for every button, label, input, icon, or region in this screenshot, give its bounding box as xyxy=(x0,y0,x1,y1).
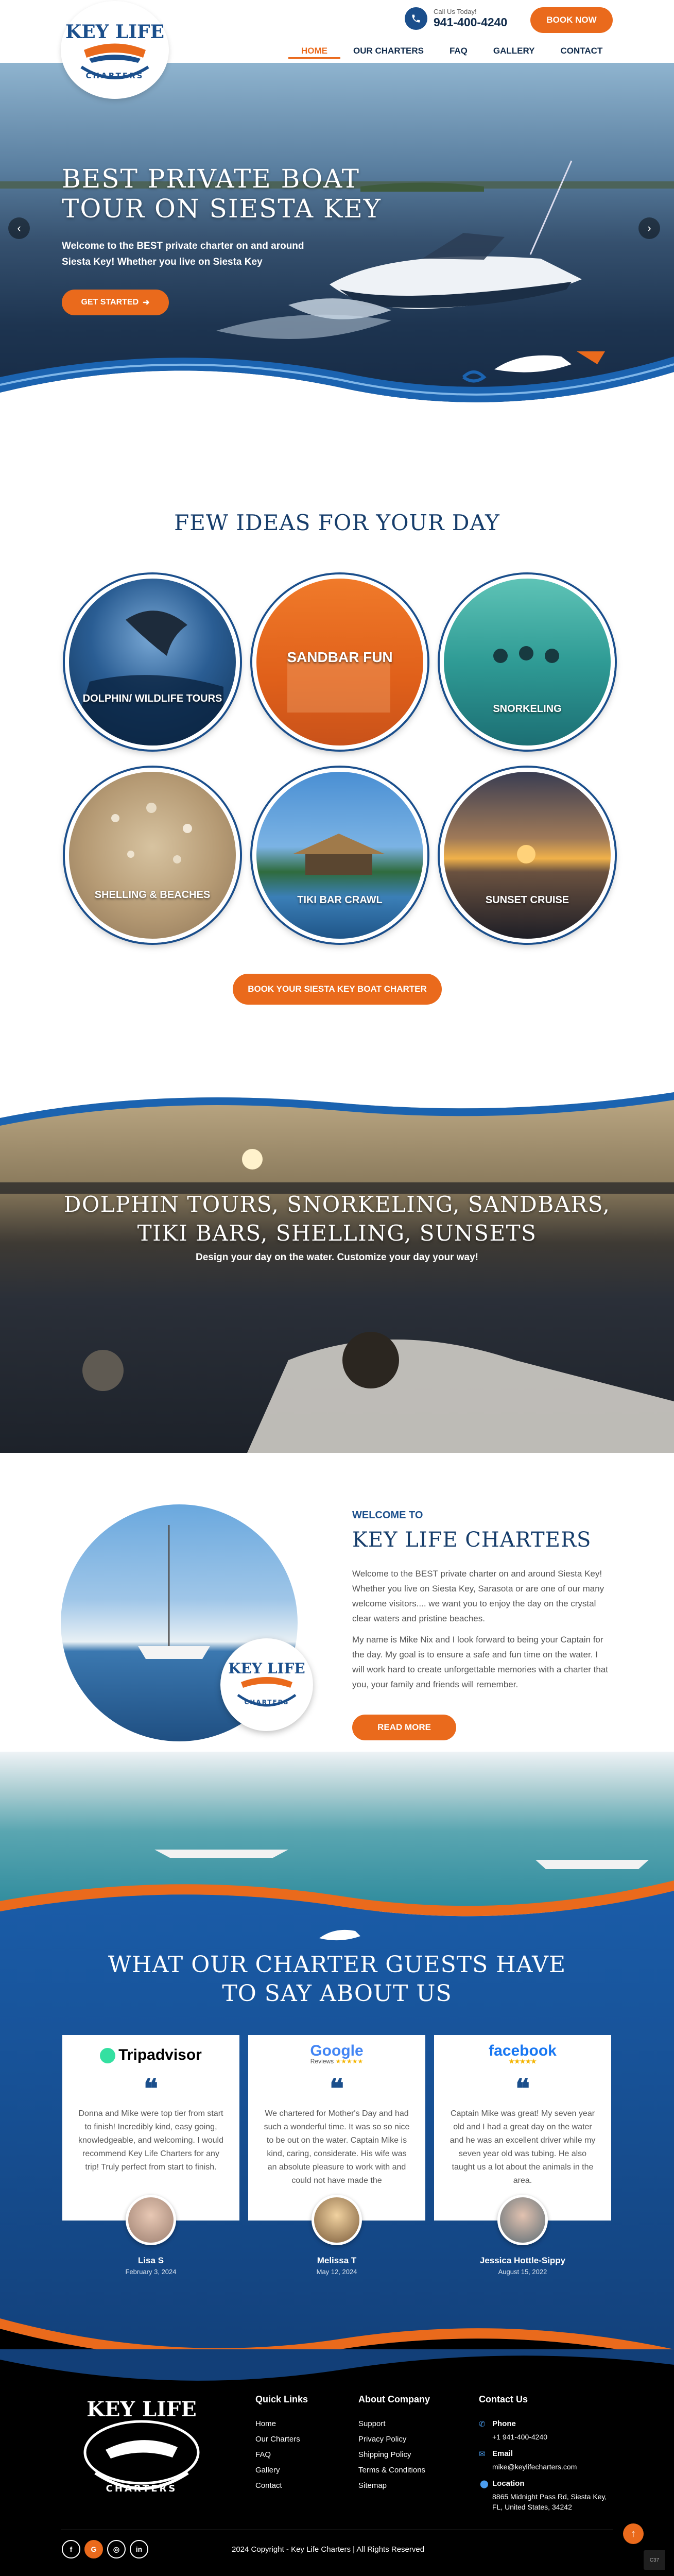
quick-links-title: Quick Links xyxy=(255,2394,308,2404)
idea-label: SUNSET CRUISE xyxy=(485,894,569,906)
footer-link-terms[interactable]: Terms & Conditions xyxy=(358,2466,426,2475)
banner-title-line2: TIKI BARS, SHELLING, SUNSETS xyxy=(137,1221,537,1246)
call-us-box[interactable] xyxy=(405,7,507,30)
footer-link-privacy[interactable]: Privacy Policy xyxy=(358,2435,407,2444)
idea-label: SNORKELING xyxy=(493,703,562,715)
idea-shelling-beaches[interactable] xyxy=(65,768,240,943)
nav-our-charters[interactable]: OUR CHARTERS xyxy=(353,46,424,56)
idea-sandbar-fun[interactable] xyxy=(252,574,427,750)
quote-icon: ❝ xyxy=(515,2073,530,2105)
read-more-button[interactable]: READ MORE xyxy=(352,1715,456,1740)
footer-email[interactable]: mike@keylifecharters.com xyxy=(492,2463,577,2471)
about-title: KEY LIFE CHARTERS xyxy=(352,1528,592,1552)
nav-faq[interactable]: FAQ xyxy=(449,46,468,56)
footer-logo[interactable] xyxy=(77,2391,206,2504)
footer-link-sitemap[interactable]: Sitemap xyxy=(358,2481,387,2490)
footer-link-shipping[interactable]: Shipping Policy xyxy=(358,2450,411,2459)
testimonials-title xyxy=(0,1951,674,2008)
contact-us-title: Contact Us xyxy=(479,2394,528,2404)
testimonial-card xyxy=(62,2035,239,2221)
instagram-icon[interactable]: ◎ xyxy=(107,2540,126,2558)
site-logo[interactable] xyxy=(61,1,169,99)
rating-stars: ★★★★★ xyxy=(509,2058,537,2065)
dolphin-image xyxy=(69,579,236,745)
book-charter-button[interactable]: BOOK YOUR SIESTA KEY BOAT CHARTER xyxy=(233,974,442,1005)
testimonials-title-line1: WHAT OUR CHARTER GUESTS HAVE xyxy=(108,1952,566,1978)
quote-icon: ❝ xyxy=(144,2073,158,2105)
phone-label: Phone xyxy=(492,2419,516,2428)
about-paragraph-2: My name is Mike Nix and I look forward to being your Captain for the day. My goal is to ensure a safe and fun time on the water. I will work hard to create unforgettable memories with a charter that you, your family and friends will remember. xyxy=(352,1635,609,1689)
location-label: Location xyxy=(492,2479,525,2488)
banner-subtitle: Design your day on the water. Customize your day your way! xyxy=(195,1252,478,1263)
banner-title-line1: DOLPHIN TOURS, SNORKELING, SANDBARS, xyxy=(63,1192,611,1217)
testimonial-text: We chartered for Mother's Day and had such a wonderful time. It was so so nice to be out on the water. Captain Mike is kind, caring, considerate. His wife was an absolute pleasure to work with and could not have made the xyxy=(264,2109,410,2185)
get-started-label: GET STARTED xyxy=(81,298,139,307)
nav-gallery[interactable]: GALLERY xyxy=(493,46,535,56)
nav-home[interactable]: HOME xyxy=(288,43,340,59)
testimonial-card xyxy=(248,2035,425,2221)
footer-link-faq[interactable]: FAQ xyxy=(255,2450,271,2459)
tripadvisor-owl-icon xyxy=(100,2048,115,2063)
google-icon[interactable]: G xyxy=(84,2540,103,2558)
footer-link-home[interactable]: Home xyxy=(255,2419,276,2428)
hero-title-line1: BEST PRIVATE BOAT xyxy=(62,164,360,194)
main-nav xyxy=(288,43,615,59)
avatar xyxy=(497,2195,548,2245)
back-to-top-button[interactable]: ↑ xyxy=(623,2523,644,2544)
avatar xyxy=(312,2195,362,2245)
idea-label: TIKI BAR CRAWL xyxy=(297,894,383,906)
shells-image xyxy=(69,772,236,939)
reviewer-name: Jessica Hottle-Sippy xyxy=(479,2256,566,2265)
nav-contact[interactable]: CONTACT xyxy=(560,46,603,56)
arrow-right-circle-icon: ➜ xyxy=(143,298,150,307)
idea-label: SANDBAR FUN xyxy=(287,649,393,665)
hero-title-line2: TOUR ON SIESTA KEY xyxy=(62,194,382,224)
phone-icon: ✆ xyxy=(479,2420,486,2429)
avatar xyxy=(126,2195,176,2245)
footer-link-gallery[interactable]: Gallery xyxy=(255,2466,280,2475)
call-label: Call Us Today! xyxy=(434,8,477,15)
welcome-to-label: WELCOME TO xyxy=(352,1510,423,1521)
banner-title xyxy=(0,1190,674,1248)
review-source: Google xyxy=(310,2042,364,2059)
about-paragraph-1: Welcome to the BEST private charter on and around Siesta Key! Whether you live on Siesta Key, Sarasota or are one of our many welcome visitors.... we want you to enjoy the day on the crystal clear waters and pristine beaches. xyxy=(352,1569,604,1623)
ideas-title: FEW IDEAS FOR YOUR DAY xyxy=(174,510,500,535)
tripadvisor-logo xyxy=(62,2046,239,2064)
get-started-button[interactable] xyxy=(62,290,169,315)
footer-address-line1: 8865 Midnight Pass Rd, Siesta Key, xyxy=(492,2493,607,2501)
sunset-image xyxy=(444,772,611,939)
footer-logo-text-line2: CHARTERS xyxy=(106,2483,178,2494)
tiki-bar-image xyxy=(256,772,423,939)
idea-tiki-bar-crawl[interactable] xyxy=(252,768,427,943)
testimonials-title-line2: TO SAY ABOUT US xyxy=(222,1980,452,2007)
idea-sunset-cruise[interactable] xyxy=(440,768,615,943)
slider-next-button[interactable]: › xyxy=(638,217,660,239)
logo-text-line2: CHARTERS xyxy=(85,71,144,80)
email-label: Email xyxy=(492,2449,513,2458)
location-pin-icon: ⬤ xyxy=(480,2480,489,2488)
activities-banner xyxy=(0,1072,674,1453)
facebook-icon[interactable]: f xyxy=(62,2540,80,2558)
google-reviews-label: Reviews ★★★★★ xyxy=(310,2058,364,2065)
idea-label: DOLPHIN/ WILDLIFE TOURS xyxy=(82,693,222,704)
header-phone-number[interactable]: 941-400-4240 xyxy=(434,15,508,29)
hero-title xyxy=(62,164,382,224)
hero-slider xyxy=(0,63,674,439)
google-logo xyxy=(248,2042,425,2065)
slider-prev-button[interactable]: ‹ xyxy=(8,217,30,239)
review-date: May 12, 2024 xyxy=(316,2268,357,2276)
footer-link-contact[interactable]: Contact xyxy=(255,2481,282,2490)
idea-dolphin-tours[interactable] xyxy=(65,574,240,750)
testimonial-text: Captain Mike was great! My seven year old and I had a great day on the water and he was an excellent driver while my seven year old was tubing. He also taught us a lot about the animals in the area. xyxy=(450,2109,596,2185)
footer-link-our-charters[interactable]: Our Charters xyxy=(255,2435,300,2444)
footer-link-support[interactable]: Support xyxy=(358,2419,386,2428)
copyright-text: 2024 Copyright - Key Life Charters | All Rights Reserved xyxy=(232,2545,425,2554)
about-logo-badge xyxy=(220,1638,313,1731)
review-date: August 15, 2022 xyxy=(498,2268,547,2276)
logo-text-line1: KEY LIFE xyxy=(65,21,165,43)
quote-icon: ❝ xyxy=(330,2073,344,2105)
footer-logo-text-line1: KEY LIFE xyxy=(87,2397,197,2421)
review-source: facebook xyxy=(489,2042,557,2059)
facebook-logo xyxy=(434,2042,611,2065)
badge-text-line2: CHARTERS xyxy=(244,1699,289,1706)
review-date: February 3, 2024 xyxy=(125,2268,177,2276)
footer-phone[interactable]: +1 941-400-4240 xyxy=(492,2433,548,2441)
linkedin-icon[interactable]: in xyxy=(130,2540,148,2558)
phone-icon xyxy=(405,7,427,30)
badge-text-line1: KEY LIFE xyxy=(228,1660,305,1677)
testimonial-text: Donna and Mike were top tier from start to finish! Incredibly kind, easy going, knowledgeable, and welcoming. I would recommend Key Life Charters for any trip! Truly perfect from start to finish. xyxy=(78,2109,223,2172)
recaptcha-badge[interactable]: C37 xyxy=(644,2550,665,2570)
reviewer-name: Lisa S xyxy=(137,2256,164,2265)
review-source: Tripadvisor xyxy=(118,2046,202,2063)
reviewer-name: Melissa T xyxy=(317,2256,357,2265)
footer-address-line2: FL, United States, 34242 xyxy=(492,2503,572,2511)
snorkeling-image xyxy=(444,579,611,745)
about-company-title: About Company xyxy=(358,2394,430,2404)
hero-description: Welcome to the BEST private charter on and around Siesta Key! Whether you live on Siesta Key xyxy=(62,241,304,267)
email-icon: ✉ xyxy=(479,2450,486,2459)
testimonial-card xyxy=(434,2035,611,2221)
idea-label: SHELLING & BEACHES xyxy=(94,889,211,901)
book-now-button[interactable]: BOOK NOW xyxy=(530,7,613,33)
idea-snorkeling[interactable] xyxy=(440,574,615,750)
